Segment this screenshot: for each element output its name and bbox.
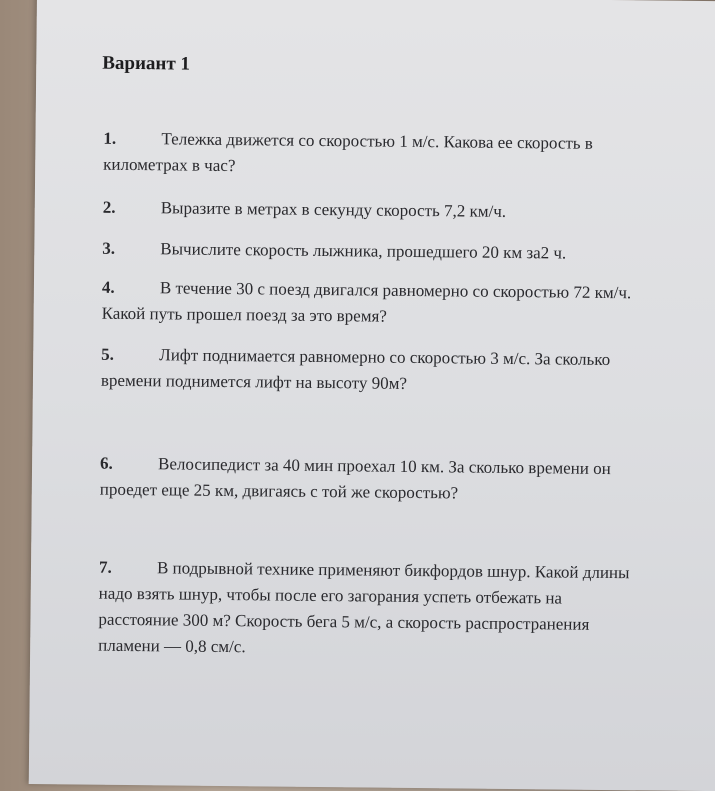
question-number: 3. xyxy=(102,238,116,258)
question-number: 7. xyxy=(98,557,112,577)
question-7 xyxy=(98,555,644,665)
paper-sheet xyxy=(29,0,715,791)
question-6 xyxy=(100,451,661,509)
question-text: Велосипедист за 40 мин проехал 10 км. За сколько времени он проедет еще 25 км, двигаясь с той же скоростью? xyxy=(99,454,611,503)
question-3 xyxy=(102,236,662,268)
question-text: Лифт поднимается равномерно со скоростью 3 м/с. За сколько времени поднимется лифт на высоту 90м? xyxy=(100,345,611,393)
question-number: 5. xyxy=(101,344,115,364)
question-1 xyxy=(103,126,664,184)
question-5 xyxy=(101,342,662,400)
question-text: Вычислите скорость лыжника, прошедшего 20 км за2 ч. xyxy=(160,239,567,263)
question-number: 2. xyxy=(102,197,116,217)
question-number: 6. xyxy=(99,453,113,473)
question-2 xyxy=(103,195,663,227)
question-text: В подрывной технике применяют бикфордов шнур. Какой длины надо взять шнур, чтобы после его загорания успеть отбежать на расстояние 300 м? Скорость бега 5 м/с, а скорость распространения пламени — 0,8 см/с. xyxy=(98,558,630,657)
question-number: 1. xyxy=(103,128,117,148)
question-number: 4. xyxy=(101,277,115,297)
question-text: Выразите в метрах в секунду скорость 7,2 км/ч. xyxy=(160,198,507,221)
question-4 xyxy=(102,275,663,333)
question-text: В течение 30 с поезд двигался равномерно со скоростью 72 км/ч. Какой путь прошел поезд за это время? xyxy=(101,278,632,326)
question-text: Тележка движется со скоростью 1 м/с. Какова ее скорость в километрах в час? xyxy=(103,129,594,176)
variant-title: Вариант 1 xyxy=(102,52,191,75)
